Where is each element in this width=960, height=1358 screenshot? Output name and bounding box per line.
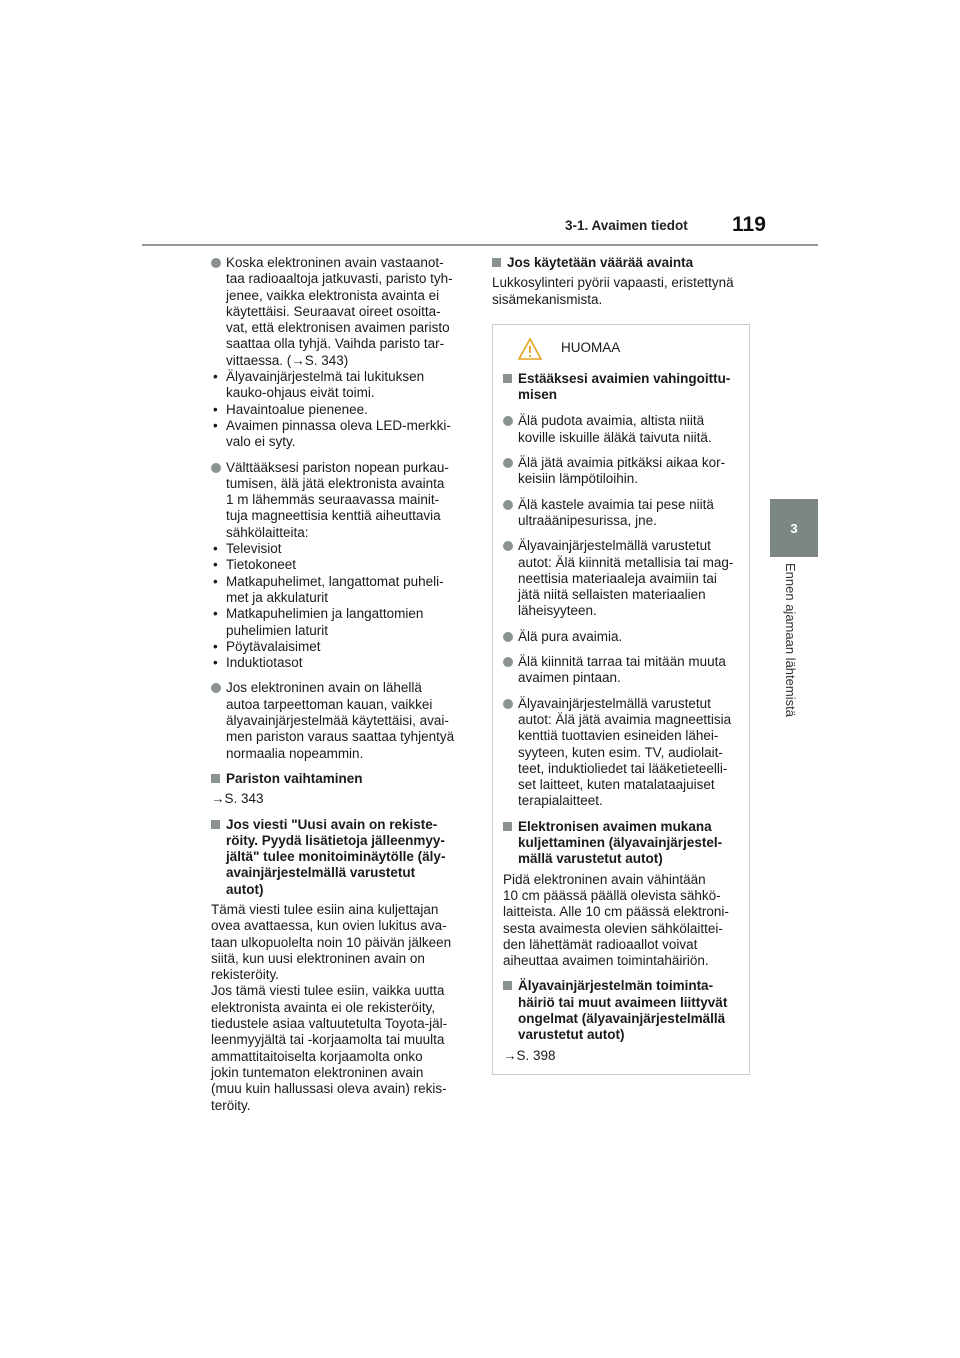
section-heading: Pariston vaihtaminen: [211, 771, 473, 787]
sub-item: • Matkapuhelimien ja langattomien puhelimien laturit: [213, 606, 424, 638]
heading-square-icon: [211, 774, 220, 783]
notice-header: [503, 337, 739, 367]
notice-bullet: Älä kiinnitä tarraa tai mitään muuta avaimen pintaan.: [503, 654, 739, 687]
sub-item: • Pöytävalaisimet: [213, 638, 321, 654]
bullet-dot-icon: [211, 463, 221, 473]
bullet-text: Välttääksesi pariston nopean purkau- tumisen, älä jätä elektronista avainta 1 m lähemmäs seuraavassa mainit- tuja magneettisia kenttiä aiheuttavia sähkölaitteita:: [226, 459, 449, 540]
notice-title: HUOMAA: [561, 339, 621, 355]
paragraph: Tämä viesti tulee esiin aina kuljettajan ovea avattaessa, kun ovien lukitus ava- taan ulkopuolelta noin 10 päivän jälkeen siitä, kun uusi elektroninen avain on rekisteröity. Jos tämä viesti tulee esiin, vaikka uutta elektronista avainta ei ole rekisteröity, tiedustele asiaa valtuutetulta Toyota-jäl- leenmyyjältä tai -korjaamolta tai muulta ammattitaitoiselta korjaamolta onko jokin tuntematon elektroninen avain (muu kuin hallussasi oleva avain) rekis- teröity.: [211, 901, 452, 1113]
paragraph: Pidä elektroninen avain vähintään 10 cm päässä päällä olevista sähkö- laitteista. Alle 10 cm päässä elektroni- sesta avaimesta olevien sähkölaittei- den lähettämät radioaallot voivat aiheuttaa avaimen toimintahäiriön.: [503, 871, 729, 969]
notice-bullet: Älä jätä avaimia pitkäksi aikaa kor- keisiin lämpötiloihin.: [503, 455, 739, 488]
bullet-dot-icon: [503, 500, 513, 510]
notice-box: [492, 324, 750, 1075]
notice-bullet: Älyavainjärjestelmällä varustetut autot: Älä kiinnitä metallisia tai mag- neettisia materiaaleja avaimiin tai jätä niitä sellaisten materiaalien läheisyyteen.: [503, 538, 739, 619]
bullet-text: Koska elektroninen avain vastaanot- taa radioaaltoja jatkuvasti, paristo tyh- jenee, vaikka elektronista avainta ei käytettäisi. Seuraavat oireet osoitta- vat, että elektronisen avaimen paristo saattaa olla tyhjä. Vaihda paristo tar- vittaessa. (→S. 343): [226, 255, 453, 368]
page-reference: →S. 398: [503, 1047, 556, 1063]
heading-square-icon: [503, 374, 512, 383]
notice-subheading: Elektronisen avaimen mukana kuljettaminen (älyavainjärjestel- mällä varustetut autot): [503, 819, 739, 868]
heading-square-icon: [492, 258, 501, 267]
section-title: 3-1. Avaimen tiedot: [565, 218, 688, 233]
bullet-dot-icon: [211, 258, 221, 268]
heading-square-icon: [211, 820, 220, 829]
notice-bullet: Älä pudota avaimia, altista niitä koville iskuille äläkä taivuta niitä.: [503, 413, 739, 446]
paragraph: Lukkosylinteri pyörii vapaasti, eristettynä sisämekanismista.: [492, 275, 734, 307]
left-column: [211, 255, 473, 1123]
chapter-tab: 3: [770, 499, 818, 557]
bullet-dot-icon: [503, 699, 513, 709]
sub-item: • Älyavainjärjestelmä tai lukituksen kauko-ohjaus eivät toimi.: [213, 369, 425, 401]
warning-triangle-icon: [517, 337, 543, 361]
sub-item: • Tietokoneet: [213, 557, 297, 573]
bullet-item: [211, 255, 473, 451]
bullet-item: [211, 680, 473, 761]
sub-item: • Havaintoalue pienenee.: [213, 401, 368, 417]
right-column: [492, 255, 750, 1075]
bullet-dot-icon: [211, 683, 221, 693]
bullet-dot-icon: [503, 657, 513, 667]
sub-item: • Avaimen pinnassa oleva LED-merkki- valo ei syty.: [213, 417, 451, 450]
notice-subheading: Estääksesi avaimien vahingoittu- misen: [503, 371, 739, 404]
heading-square-icon: [503, 981, 512, 990]
heading-square-icon: [503, 822, 512, 831]
sub-item: • Televisiot: [213, 541, 282, 557]
bullet-dot-icon: [503, 416, 513, 426]
header-divider: [142, 244, 818, 246]
section-heading: Jos viesti "Uusi avain on rekiste- röity. Pyydä lisätietoja jälleenmyy- jältä" tulee monitoiminäytölle (äly- avainjärjestelmällä varustetut autot): [211, 817, 473, 898]
page-number: 119: [732, 213, 766, 236]
notice-bullet: Älä pura avaimia.: [503, 629, 739, 645]
bullet-dot-icon: [503, 632, 513, 642]
bullet-item: [211, 460, 473, 672]
bullet-dot-icon: [503, 541, 513, 551]
notice-bullet: Älä kastele avaimia tai pese niitä ultraäänipesurissa, jne.: [503, 497, 739, 530]
chapter-title: Ennen ajamaan lähtemistä: [783, 563, 798, 717]
notice-bullet: Älyavainjärjestelmällä varustetut autot: Älä jätä avaimia magneettisia kenttiä tuottavien esineiden lähei- syyteen, kuten esim. TV, audiolait- teet, induktioliedet tai lääketieteelli- set laitteet, kuten matalataajuiset terapialaitteet.: [503, 696, 739, 810]
bullet-text: Jos elektroninen avain on lähellä autoa tarpeettoman kauan, vaikkei älyavainjärjestelmää käytettäisi, avai- men pariston varaus saattaa tyhjentyä normaalia nopeammin.: [226, 680, 455, 761]
sub-item: • Induktiotasot: [213, 655, 303, 671]
page-reference: →S. 343: [211, 791, 264, 807]
notice-subheading: Älyavainjärjestelmän toiminta- häiriö tai muut avaimeen liittyvät ongelmat (älyavainjärjestelmällä varustetut autot): [503, 978, 739, 1043]
section-heading: Jos käytetään väärää avainta: [492, 255, 750, 271]
bullet-dot-icon: [503, 458, 513, 468]
sub-item: • Matkapuhelimet, langattomat puheli- met ja akkulaturit: [213, 573, 444, 605]
